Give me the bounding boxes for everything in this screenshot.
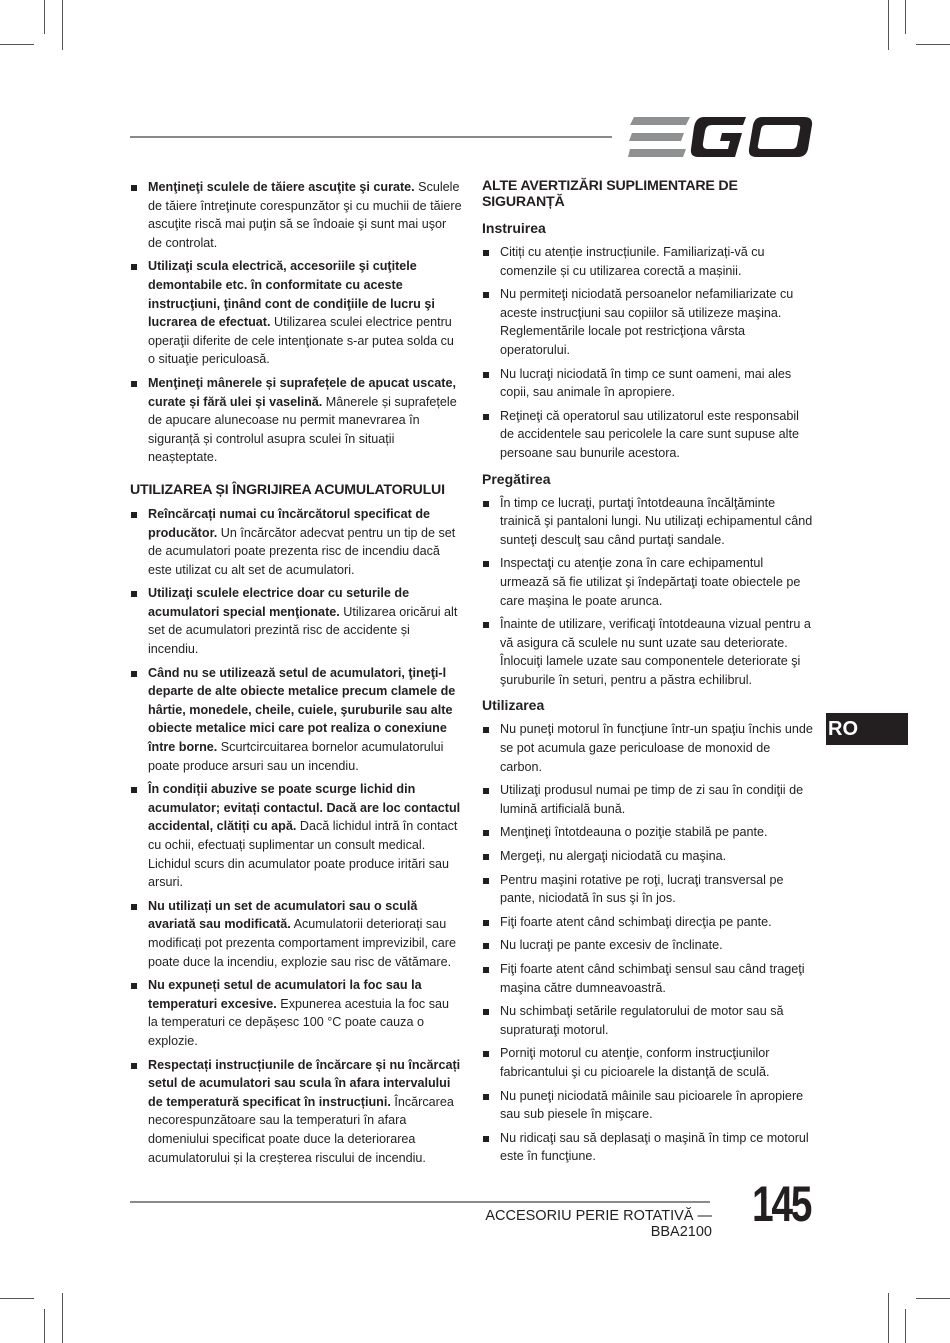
list-item xyxy=(482,1002,814,1039)
bullet-icon xyxy=(483,622,489,628)
bullet-icon xyxy=(483,854,489,860)
bullet-icon xyxy=(131,983,137,989)
list-item xyxy=(482,847,814,866)
item-text: Nu permiteţi niciodată persoanelor nefamiliarizate cu aceste instrucţiuni sau copiilor să utilizeze maşina. Reglementările locale pot restricţiona vârsta operatorului. xyxy=(500,287,794,357)
bullet-icon xyxy=(483,372,489,378)
bullet-icon xyxy=(483,1051,489,1057)
item-bold: Menţineţi sculele de tăiere ascuţite şi curate. xyxy=(148,180,415,194)
crop-mark xyxy=(62,1293,63,1343)
item-text: Nu puneţi motorul în funcţiune într-un spaţiu închis unde se pot acumula gaze periculoase de monoxid de carbon. xyxy=(500,722,813,774)
item-bold: Când nu se utilizează setul de acumulatori, ţineţi-l departe de alte obiecte metalice precum clamele de hârtie, monedele, cheile, cuiele, şuruburile sau alte obiecte metalice mici care pot realiza o conexiune între borne. xyxy=(148,665,456,755)
item-bold: Nu utilizați un set de acumulatori sau o sculă avariată sau modificată. xyxy=(148,898,418,932)
bullet-icon xyxy=(483,501,489,507)
list-item xyxy=(482,1129,814,1166)
list-item xyxy=(130,505,462,579)
list-item xyxy=(130,976,462,1050)
footer-title: ACCESORIU PERIE ROTATIVĂ — BBA2100 xyxy=(485,1208,712,1240)
crop-mark xyxy=(62,0,63,50)
bullet-icon xyxy=(483,727,489,733)
list-item xyxy=(130,584,462,658)
footer-rule xyxy=(130,1201,710,1203)
list-item xyxy=(130,1056,462,1168)
item-text: Utilizarea oricărui alt set de acumulatori prezintă risc de accidente și incendiu. xyxy=(148,604,458,657)
list-item xyxy=(482,285,814,359)
list-item xyxy=(482,1044,814,1081)
subsection-title: Pregătirea xyxy=(482,470,551,487)
battery-section-heading: UTILIZAREA ȘI ÎNGRIJIREA ACUMULATORULUI xyxy=(130,481,445,498)
bullet-icon xyxy=(483,878,489,884)
bullet-icon xyxy=(131,904,137,910)
list-item xyxy=(482,1087,814,1124)
crop-mark xyxy=(916,1298,950,1299)
language-tab: RO xyxy=(826,713,908,745)
bullet-icon xyxy=(131,591,137,597)
crop-mark xyxy=(905,1309,906,1343)
list-item xyxy=(482,720,814,776)
bullet-icon xyxy=(483,561,489,567)
bullet-icon xyxy=(131,185,137,191)
bullet-icon xyxy=(483,414,489,420)
item-text: Nu puneţi niciodată mâinile sau picioarele în apropiere sau sub piesele în mişcare. xyxy=(500,1088,804,1122)
safety-section-heading: ALTE AVERTIZĂRI SUPLIMENTARE DE SIGURANȚĂ xyxy=(482,178,738,210)
item-text: Scurtcircuitarea bornelor acumulatorului poate produce arsuri sau un incendiu. xyxy=(148,740,444,773)
list-item xyxy=(130,178,462,252)
list-item xyxy=(482,913,814,932)
item-bold: Reîncărcați numai cu încărcătorul specificat de producător. xyxy=(148,506,431,540)
item-bold: Utilizaţi scula electrică, accesoriile şi cuţitele demontabile etc. în conformitate cu aceste instrucţiuni, ţinând cont de condiţiile de lucru şi lucrarea de efectuat. xyxy=(148,259,435,330)
list-item xyxy=(482,407,814,463)
list-item xyxy=(482,823,814,842)
item-text: Inspectaţi cu atenţie zona în care echipamentul urmează să fie utilizat şi îndepărtaţi toate obiectele pe care maşina le poate arunca. xyxy=(500,556,801,608)
left-column xyxy=(130,178,462,1172)
list-item xyxy=(130,897,462,971)
item-text: Un încărcător adecvat pentru un tip de set de acumulatori poate prezenta risc de incendiu dacă este utilizat cu alt set de acumulatori. xyxy=(148,525,456,577)
list-item xyxy=(482,243,814,280)
crop-mark xyxy=(44,1309,45,1343)
bullet-icon xyxy=(483,292,489,298)
bullet-icon xyxy=(483,1136,489,1142)
item-bold: În condiții abuzive se poate scurge lichid din acumulator; evitați contactul. Dacă are loc contactul accidental, clătiți cu apă. xyxy=(148,782,461,834)
header-rule xyxy=(130,136,612,138)
bullet-icon xyxy=(483,943,489,949)
bullet-icon xyxy=(483,920,489,926)
item-text: Nu lucraţi pe pante excesiv de înclinate. xyxy=(500,938,723,953)
item-text: Mergeţi, nu alergaţi niciodată cu maşina. xyxy=(500,849,727,864)
subsection-title: Instruirea xyxy=(482,220,546,236)
item-text: Pentru maşini rotative pe roţi, lucraţi transversal pe pante, niciodată în sus şi în jos. xyxy=(500,872,784,906)
item-text: În timp ce lucraţi, purtaţi întotdeauna încălţăminte trainică şi pantaloni lungi. Nu utilizaţi echipamentul când sunteţi desculţ sau când purtaţi sandale. xyxy=(500,495,813,547)
bullet-icon xyxy=(483,967,489,973)
list-item xyxy=(482,871,814,908)
item-text: Fiţi foarte atent când schimbaţi direcţia pe pante. xyxy=(500,914,772,929)
bullet-icon xyxy=(131,381,137,387)
list-item xyxy=(482,936,814,955)
item-bold: Nu expuneți setul de acumulatori la foc sau la temperaturi excesive. xyxy=(148,978,422,1011)
bullet-icon xyxy=(483,1094,489,1100)
bullet-icon xyxy=(131,787,137,793)
item-text: Porniţi motorul cu atenţie, conform instrucţiunilor fabricantului şi cu picioarele la distanţă de sculă. xyxy=(500,1046,770,1079)
bullet-icon xyxy=(483,788,489,794)
crop-mark xyxy=(905,0,906,34)
item-text: Citiți cu atenție instrucțiunile. Familiarizați-vă cu comenzile și cu utilizarea corectă a mașinii. xyxy=(500,245,765,278)
list-item xyxy=(130,780,462,892)
page-number: 145 xyxy=(752,1176,811,1232)
item-bold: Menţineţi mânerele și suprafețele de apucat uscate, curate și fără ulei și vaselină. xyxy=(148,375,456,409)
list-item xyxy=(482,554,814,610)
crop-mark xyxy=(888,0,889,50)
item-bold: Utilizaţi sculele electrice doar cu seturile de acumulatori special menţionate. xyxy=(148,586,410,619)
crop-mark xyxy=(0,1298,34,1299)
item-text: Nu ridicaţi sau să deplasaţi o maşină în timp ce motorul este în funcţiune. xyxy=(500,1130,809,1164)
list-item xyxy=(130,257,462,369)
bullet-icon xyxy=(131,264,137,270)
item-text: Încărcarea necorespunzătoare sau la temperaturi în afara domeniului specificat poate duce la deteriorarea acumulatorului și la creșterea riscului de incendiu. xyxy=(148,1094,454,1165)
bullet-icon xyxy=(483,830,489,836)
item-bold: Respectați instrucțiunile de încărcare și nu încărcați setul de acumulatori sau scula în afara intervalului de temperatură specificat în instrucțiuni. xyxy=(148,1057,461,1109)
list-item xyxy=(482,781,814,818)
crop-mark xyxy=(916,44,950,45)
item-text: Nu lucraţi niciodată în timp ce sunt oameni, mai ales copii, sau animale în apropiere. xyxy=(500,366,792,400)
list-item xyxy=(482,960,814,997)
bullet-icon xyxy=(483,250,489,256)
list-item xyxy=(130,374,462,467)
list-item xyxy=(482,365,814,402)
item-text: Înainte de utilizare, verificaţi întotdeauna vizual pentru a vă asigura că sculele nu sunt uzate sau deteriorate. Înlocuiţi lamele uzate sau componentele deteriorate şi şuruburile în seturi, pentru a păstra echilibrul. xyxy=(500,617,811,687)
bullet-icon xyxy=(131,671,137,677)
item-text: Sculele de tăiere întreţinute corespunzător şi cu muchii de tăiere ascuţite riscă mai puţin să se îndoaie şi sunt mai uşor de controlat. xyxy=(148,180,462,250)
subsection-title: Utilizarea xyxy=(482,697,545,714)
item-text: Utilizarea sculei electrice pentru operaţii diferite de cele intenţionate s-ar putea solda cu o situaţie periculoasă. xyxy=(148,315,454,367)
item-text: Dacă lichidul intră în contact cu ochii, efectuați suplimentar un consult medical. Lichidul scurs din acumulator poate produce iritări sau arsuri. xyxy=(148,819,458,890)
item-text: Menţineţi întotdeauna o poziţie stabilă pe pante. xyxy=(500,825,768,840)
right-column xyxy=(482,178,814,1171)
crop-mark xyxy=(44,0,45,34)
bullet-icon xyxy=(131,1063,137,1069)
bullet-icon xyxy=(131,512,137,518)
list-item xyxy=(130,664,462,776)
list-item xyxy=(482,494,814,550)
item-text: Fiţi foarte atent când schimbaţi sensul sau când trageţi maşina către dumneavoastră. xyxy=(500,962,805,995)
item-text: Reţineţi că operatorul sau utilizatorul este responsabil de accidentele sau pericolele la care sunt supuse alte persoane sau bunurile acestora. xyxy=(500,408,799,460)
list-item xyxy=(482,615,814,689)
crop-mark xyxy=(0,44,34,45)
item-text: Mânerele și suprafețele de apucare alunecoase nu permit manevrarea în siguranță și controlul asupra sculei în situații neașteptate. xyxy=(148,394,457,465)
bullet-icon xyxy=(483,1009,489,1015)
crop-mark xyxy=(888,1293,889,1343)
ego-logo xyxy=(628,115,813,159)
item-text: Nu schimbaţi setările regulatorului de motor sau să supraturaţi motorul. xyxy=(500,1004,784,1037)
item-text: Acumulatorii deteriorați sau modificați pot prezenta comportament imprevizibil, care poate duce la incendiu, explozie sau risc de vătămare. xyxy=(148,917,456,969)
item-text: Expunerea acestuia la foc sau la temperaturi ce depășesc 100 °C poate cauza o explozie. xyxy=(148,996,450,1048)
item-text: Utilizaţi produsul numai pe timp de zi sau în condiţii de lumină artificială bună. xyxy=(500,783,804,816)
